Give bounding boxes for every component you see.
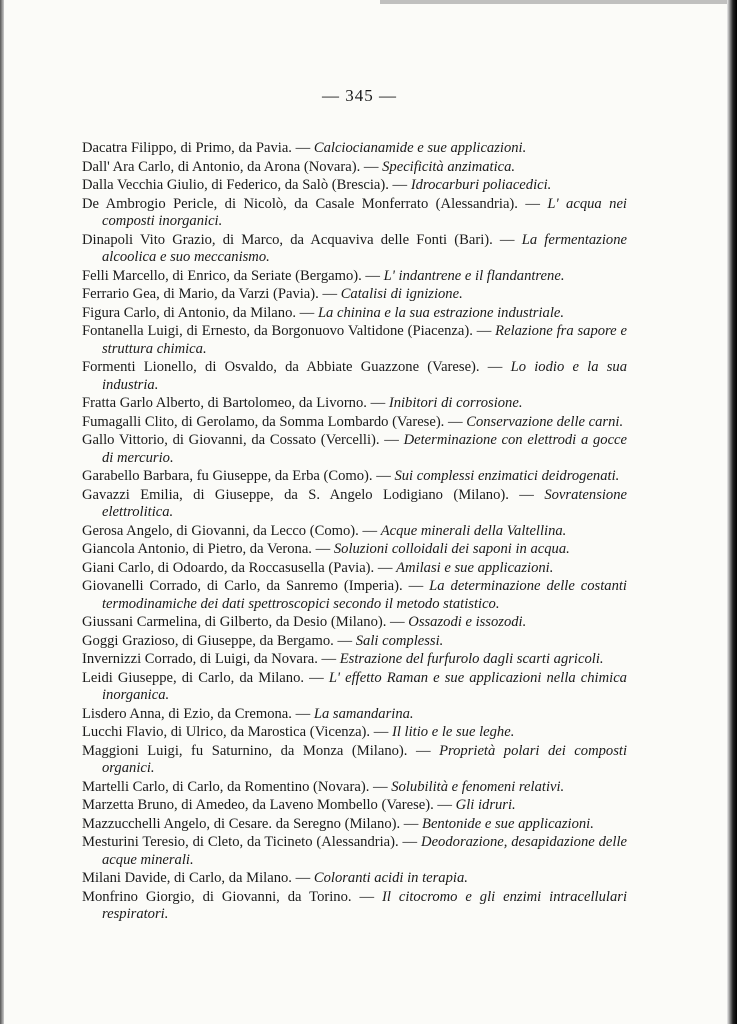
entry-title: Amilasi e sue applicazioni. [396,559,554,576]
entry-author: Goggi Grazioso, di Giuseppe, da Bergamo. — [82,632,353,649]
list-item [82,523,627,541]
entry-title: Specificità anzimatica. [382,158,516,175]
entry-title: Catalisi di ignizione. [340,286,463,302]
entry-author: Fumagalli Clito, di Gerolamo, da Somma Lombardo (Varese). — [82,413,463,430]
entry-author: Dinapoli Vito Grazio, di Marco, da Acquaviva delle Fonti (Bari). — [82,231,515,248]
entry-author: Giani Carlo, di Odoardo, da Roccasusella (Pavia). — [82,559,393,576]
entry-author: Dalla Vecchia Giulio, di Federico, da Salò (Brescia). — [82,177,408,193]
list-item [82,414,627,432]
entry-title: Idrocarburi poliacedici. [410,177,552,193]
list-item [82,706,627,724]
list-item [82,159,627,177]
entry-title: Lo iodio e la sua industria. [102,359,628,393]
entry-author: Giovanelli Corrado, di Carlo, da Sanremo (Imperia). — [82,578,424,594]
entry-author: Mazzucchelli Angelo, di Cesare. da Seregno (Milano). — [82,815,419,832]
entry-title: Estrazione del furfurolo dagli scarti agricoli. [339,651,604,667]
list-item [82,323,627,358]
entry-title: Il litio e le sue leghe. [391,724,515,740]
list-item [82,140,627,158]
list-item [82,268,627,286]
scan-edge-right [727,0,737,1024]
entry-title: L' indantrene e il flandantrene. [383,267,565,284]
entry-author: De Ambrogio Pericle, di Nicolò, da Casale Monferrato (Alessandria). — [82,195,540,212]
entry-author: Ferrario Gea, di Mario, da Varzi (Pavia). — [82,286,338,302]
entry-title: Sali complessi. [355,632,444,649]
entry-list [82,140,627,925]
list-item [82,870,627,888]
entry-author: Fratta Garlo Alberto, di Bartolomeo, da Livorno. — [82,395,386,411]
list-item [82,834,627,869]
scan-edge-top [380,0,730,4]
list-item [82,541,627,559]
entry-title: Proprietà polari dei composti organici. [102,742,627,776]
page-number: — 345 — [322,86,397,105]
entry-author: Gerosa Angelo, di Giovanni, da Lecco (Como). — [82,522,378,539]
list-item [82,432,627,467]
entry-author: Mesturini Teresio, di Cleto, da Ticineto (Alessandria). — [82,834,418,850]
entry-title: Gli idruri. [455,797,516,813]
list-item [82,395,627,413]
entry-author: Leidi Giuseppe, di Carlo, da Milano. — [82,669,324,686]
entry-author: Lisdero Anna, di Ezio, da Cremona. — [82,705,311,722]
list-item [82,743,627,778]
entry-title: Relazione fra sapore e struttura chimica. [102,323,627,357]
entry-title: Acque minerali della Valtellina. [380,522,567,539]
entry-author: Formenti Lionello, di Osvaldo, da Abbiate Guazzone (Varese). — [82,359,503,375]
entry-title: La fermentazione alcoolica e suo meccanismo. [102,231,627,265]
entry-title: L' effetto Raman e sue applicazioni nella chimica inorganica. [102,669,627,703]
list-item [82,305,627,323]
entry-author: Martelli Carlo, di Carlo, da Romentino (Novara). — [82,778,388,795]
entry-title: L' acqua nei composti inorganici. [102,195,627,229]
list-item [82,724,627,742]
list-item [82,651,627,669]
entry-title: La samandarina. [313,705,414,722]
list-item [82,232,627,267]
entry-author: Marzetta Bruno, di Amedeo, da Laveno Mombello (Varese). — [82,797,453,813]
entry-author: Maggioni Luigi, fu Saturnino, da Monza (Milano). — [82,742,431,759]
list-item [82,889,627,924]
list-item [82,560,627,578]
entry-title: La determinazione delle costanti termodinamiche dei dati spettroscopici secondo il metodo statistico. [102,578,627,612]
entry-author: Dall' Ara Carlo, di Antonio, da Arona (Novara). — [82,158,379,175]
entry-title: Deodorazione, desapidazione delle acque minerali. [102,834,627,868]
entry-author: Giancola Antonio, di Pietro, da Verona. — [82,541,331,557]
entry-author: Figura Carlo, di Antonio, da Milano. — [82,304,315,321]
list-item [82,359,627,394]
entry-author: Lucchi Flavio, di Ulrico, da Marostica (Vicenza). — [82,724,389,740]
entry-title: Bentonide e sue applicazioni. [422,815,594,832]
entry-title: La chinina e la sua estrazione industriale. [317,304,565,321]
list-item [82,177,627,195]
list-item [82,578,627,613]
entry-author: Fontanella Luigi, di Ernesto, da Borgonuovo Valtidone (Piacenza). — [82,323,492,339]
entry-author: Dacatra Filippo, di Primo, da Pavia. — [82,140,311,156]
list-item [82,816,627,834]
list-item [82,779,627,797]
entry-title: Ossazodi e issozodi. [408,614,527,630]
entry-title: Il citocromo e gli enzimi intracellulari respiratori. [102,888,627,922]
entry-title: Sovratensione elettrolitica. [102,486,627,520]
entry-author: Garabello Barbara, fu Giuseppe, da Erba (Como). — [82,468,391,484]
entry-title: Soluzioni colloidali dei saponi in acqua. [333,541,570,557]
entry-author: Monfrino Giorgio, di Giovanni, da Torino. — [82,888,375,905]
list-item [82,633,627,651]
list-item [82,797,627,815]
entry-title: Sui complessi enzimatici deidrogenati. [394,468,620,484]
entry-title: Inibitori di corrosione. [388,395,523,411]
scan-edge-left [0,0,4,1024]
entry-title: Conservazione delle carni. [466,413,624,430]
list-item [82,487,627,522]
list-item [82,670,627,705]
entry-title: Solubilità e fenomeni relativi. [391,778,565,795]
entry-author: Milani Davide, di Carlo, da Milano. — [82,870,311,886]
entry-author: Gavazzi Emilia, di Giuseppe, da S. Angelo Lodigiano (Milano). — [82,486,534,503]
list-item [82,196,627,231]
entry-author: Invernizzi Corrado, di Luigi, da Novara. — [82,651,337,667]
list-item [82,614,627,632]
entry-title: Coloranti acidi in terapia. [313,870,468,886]
entry-author: Felli Marcello, di Enrico, da Seriate (Bergamo). — [82,267,381,284]
entry-title: Calciocianamide e sue applicazioni. [313,140,527,156]
list-item [82,286,627,304]
entry-author: Gallo Vittorio, di Giovanni, da Cossato (Vercelli). — [82,432,399,448]
entry-title: Determinazione con elettrodi a gocce di mercurio. [102,432,628,466]
list-item [82,468,627,486]
entry-author: Giussani Carmelina, di Gilberto, da Desio (Milano). — [82,614,405,630]
